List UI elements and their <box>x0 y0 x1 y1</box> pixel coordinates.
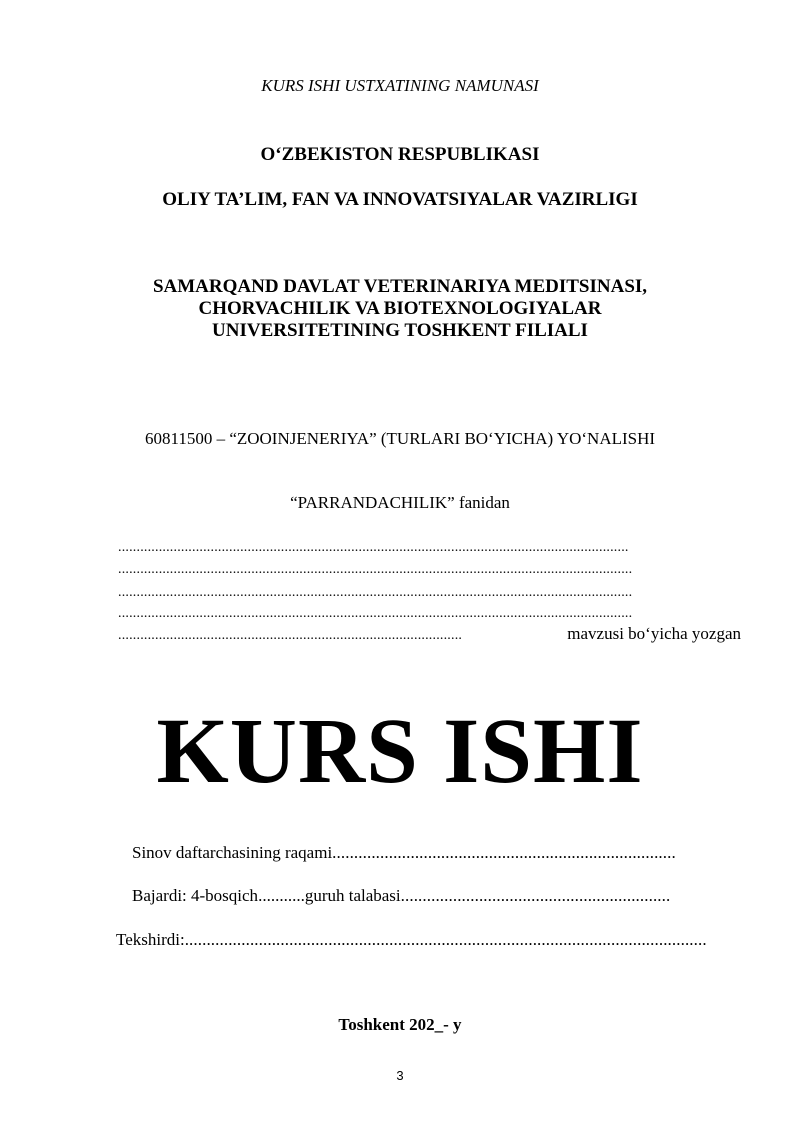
page-number: 3 <box>396 1068 404 1083</box>
university-heading <box>0 276 800 342</box>
subject-line: “PARRANDACHILIK” fanidan <box>290 493 510 512</box>
performed-field <box>132 886 726 906</box>
ministry-heading: OLIY TA’LIM, FAN VA INNOVATSIYALAR VAZIRLIGI <box>162 189 638 210</box>
record-book-field <box>132 843 726 863</box>
sample-title: KURS ISHI USTXATINING NAMUNASI <box>261 76 539 95</box>
topic-dots: ............................................................................................. <box>118 628 463 643</box>
checked-label: Tekshirdi: <box>116 930 185 949</box>
topic-blank-line-4: ........................................................................................................................................... <box>118 607 633 621</box>
city-year: Toshkent 202_- y <box>338 1015 462 1034</box>
university-line-1: SAMARQAND DAVLAT VETERINARIYA MEDITSINASI, <box>152 276 648 297</box>
record-book-dots: ............................................................................... <box>332 843 676 862</box>
topic-blank-line-3: ........................................................................................................................................... <box>118 586 633 600</box>
group-dots: ........... <box>258 886 305 905</box>
checked-field <box>116 930 743 950</box>
group-student-label: guruh talabasi <box>304 886 401 905</box>
topic-blank-line-5 <box>118 624 741 644</box>
university-line-3: UNIVERSITETINING TOSHKENT FILIALI <box>212 320 588 341</box>
direction-line: 60811500 – “ZOOINJENERIYA” (TURLARI BO‘YICHA) YO‘NALISHI <box>144 429 656 448</box>
checked-dots: ........................................................................................................................ <box>184 930 707 949</box>
topic-suffix: mavzusi bo‘yicha yozgan <box>567 624 741 643</box>
document-type-title: KURS ISHI <box>156 700 644 803</box>
topic-blank-line-1: .......................................................................................................................................... <box>118 541 629 555</box>
republic-heading: O‘ZBEKISTON RESPUBLIKASI <box>260 144 540 165</box>
student-name-dots: .............................................................. <box>400 886 671 905</box>
record-book-label: Sinov daftarchasining raqami <box>132 843 333 862</box>
performed-label: Bajardi: 4-bosqich <box>132 886 259 905</box>
topic-blank-line-2: ........................................................................................................................................... <box>118 563 633 577</box>
university-line-2: CHORVACHILIK VA BIOTEXNOLOGIYALAR <box>198 298 602 319</box>
